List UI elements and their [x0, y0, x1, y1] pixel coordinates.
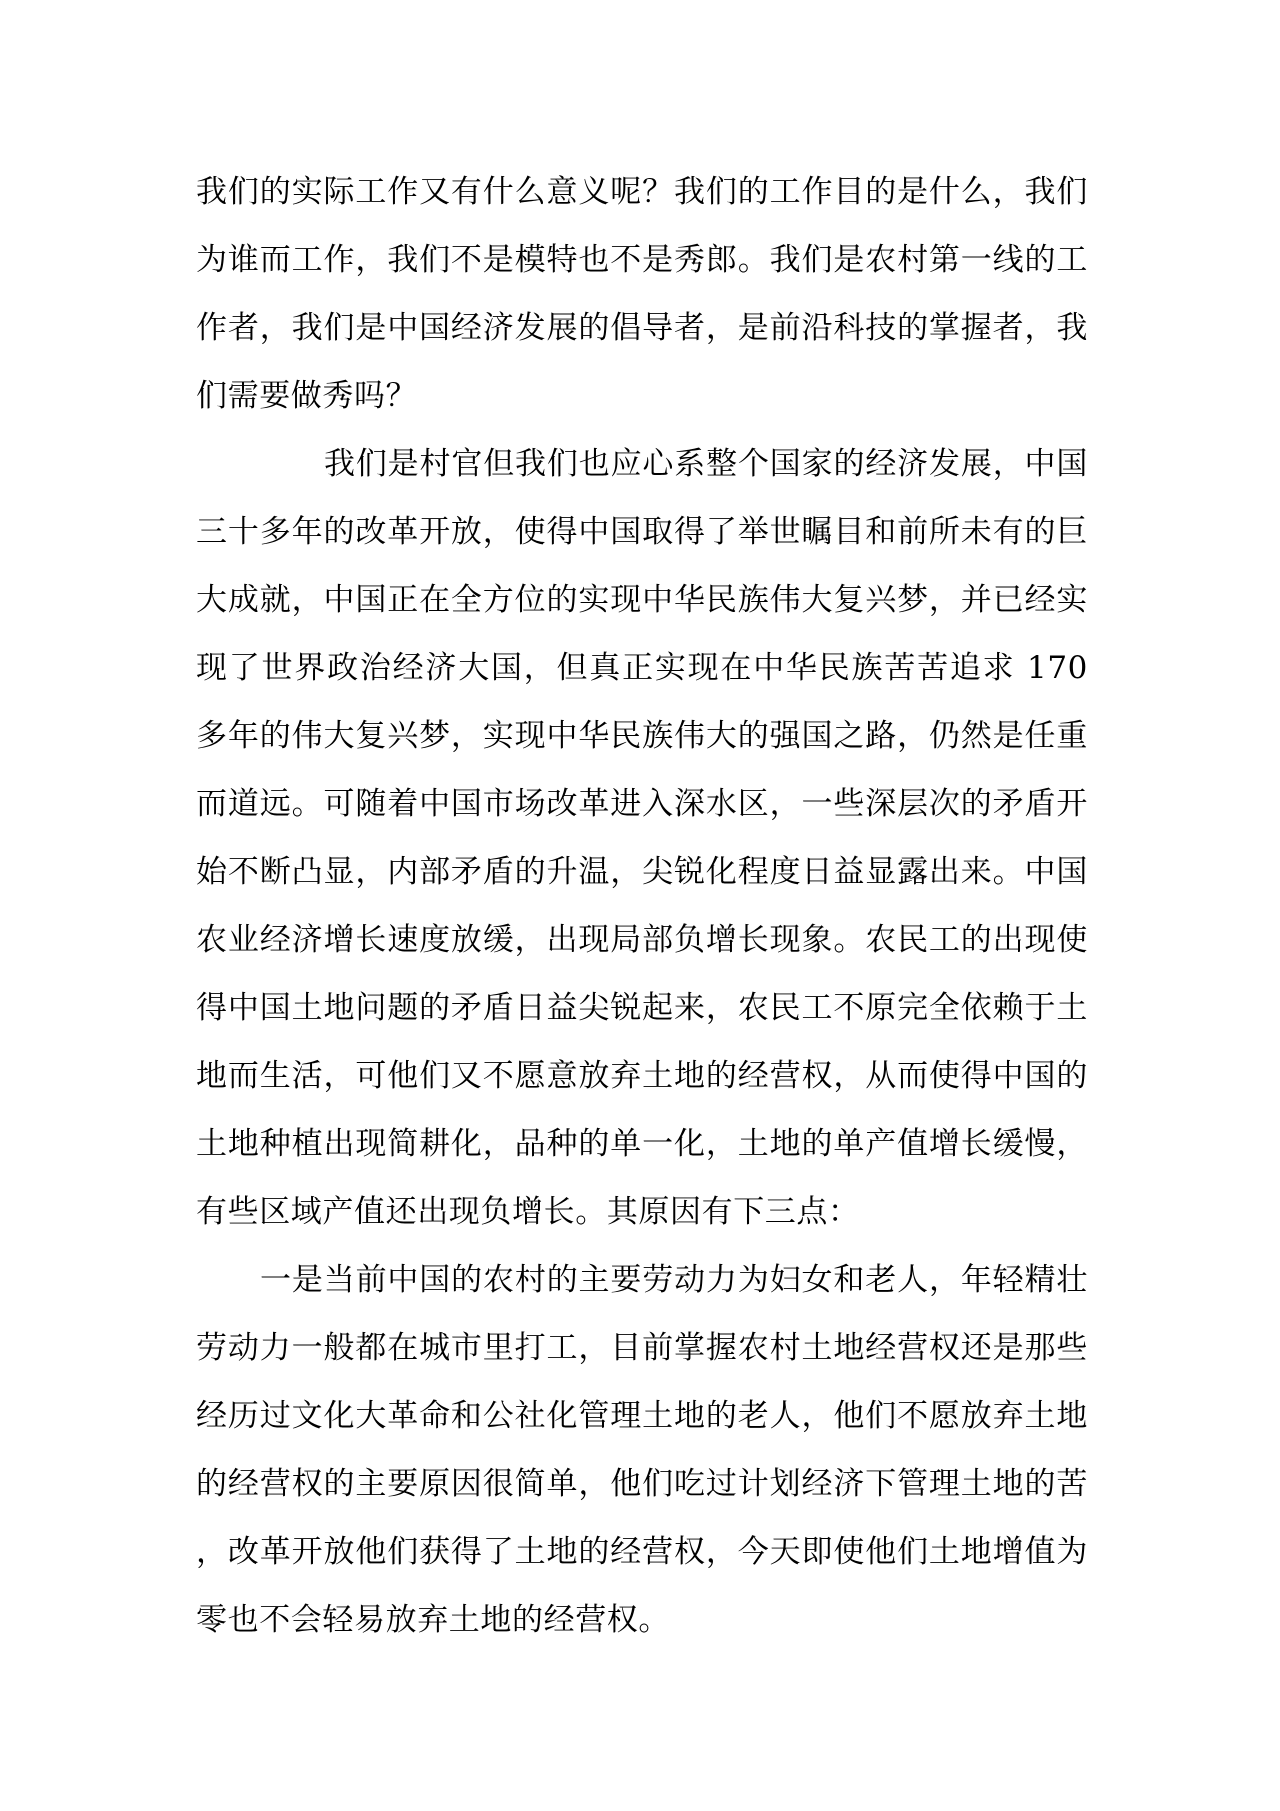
paragraph-continuation: 我们的实际工作又有什么意义呢？我们的工作目的是什么，我们为谁而工作，我们不是模特也不是秀郎。我们是农村第一线的工作者，我们是中国经济发展的倡导者，是前沿科技的掌握者，我们需要做秀吗？: [196, 174, 1088, 414]
body-text: [196, 158, 1088, 1654]
paragraph-reason-one: 一是当前中国的农村的主要劳动力为妇女和老人，年轻精壮劳动力一般都在城市里打工，目前掌握农村土地经营权还是那些经历过文化大革命和公社化管理土地的老人，他们不愿放弃土地的经营权的主要原因很简单，他们吃过计划经济下管理土地的苦，改革开放他们获得了土地的经营权，今天即使他们土地增值为零也不会轻易放弃土地的经营权。: [196, 1262, 1088, 1638]
paragraph-economy: 我们是村官但我们也应心系整个国家的经济发展，中国三十多年的改革开放，使得中国取得了举世瞩目和前所未有的巨大成就，中国正在全方位的实现中华民族伟大复兴梦，并已经实现了世界政治经济大国，但真正实现在中华民族苦苦追求 170 多年的伟大复兴梦，实现中华民族伟大的强国之路，仍然是任重而道远。可随着中国市场改革进入深水区，一些深层次的矛盾开始不断凸显，内部矛盾的升温，尖锐化程度日益显露出来。中国农业经济增长速度放缓，出现局部负增长现象。农民工的出现使得中国土地问题的矛盾日益尖锐起来，农民工不原完全依赖于土地而生活，可他们又不愿意放弃土地的经营权，从而使得中国的土地种植出现简耕化，品种的单一化，土地的单产值增长缓慢，有些区域产值还出现负增长。其原因有下三点：: [196, 446, 1088, 1230]
